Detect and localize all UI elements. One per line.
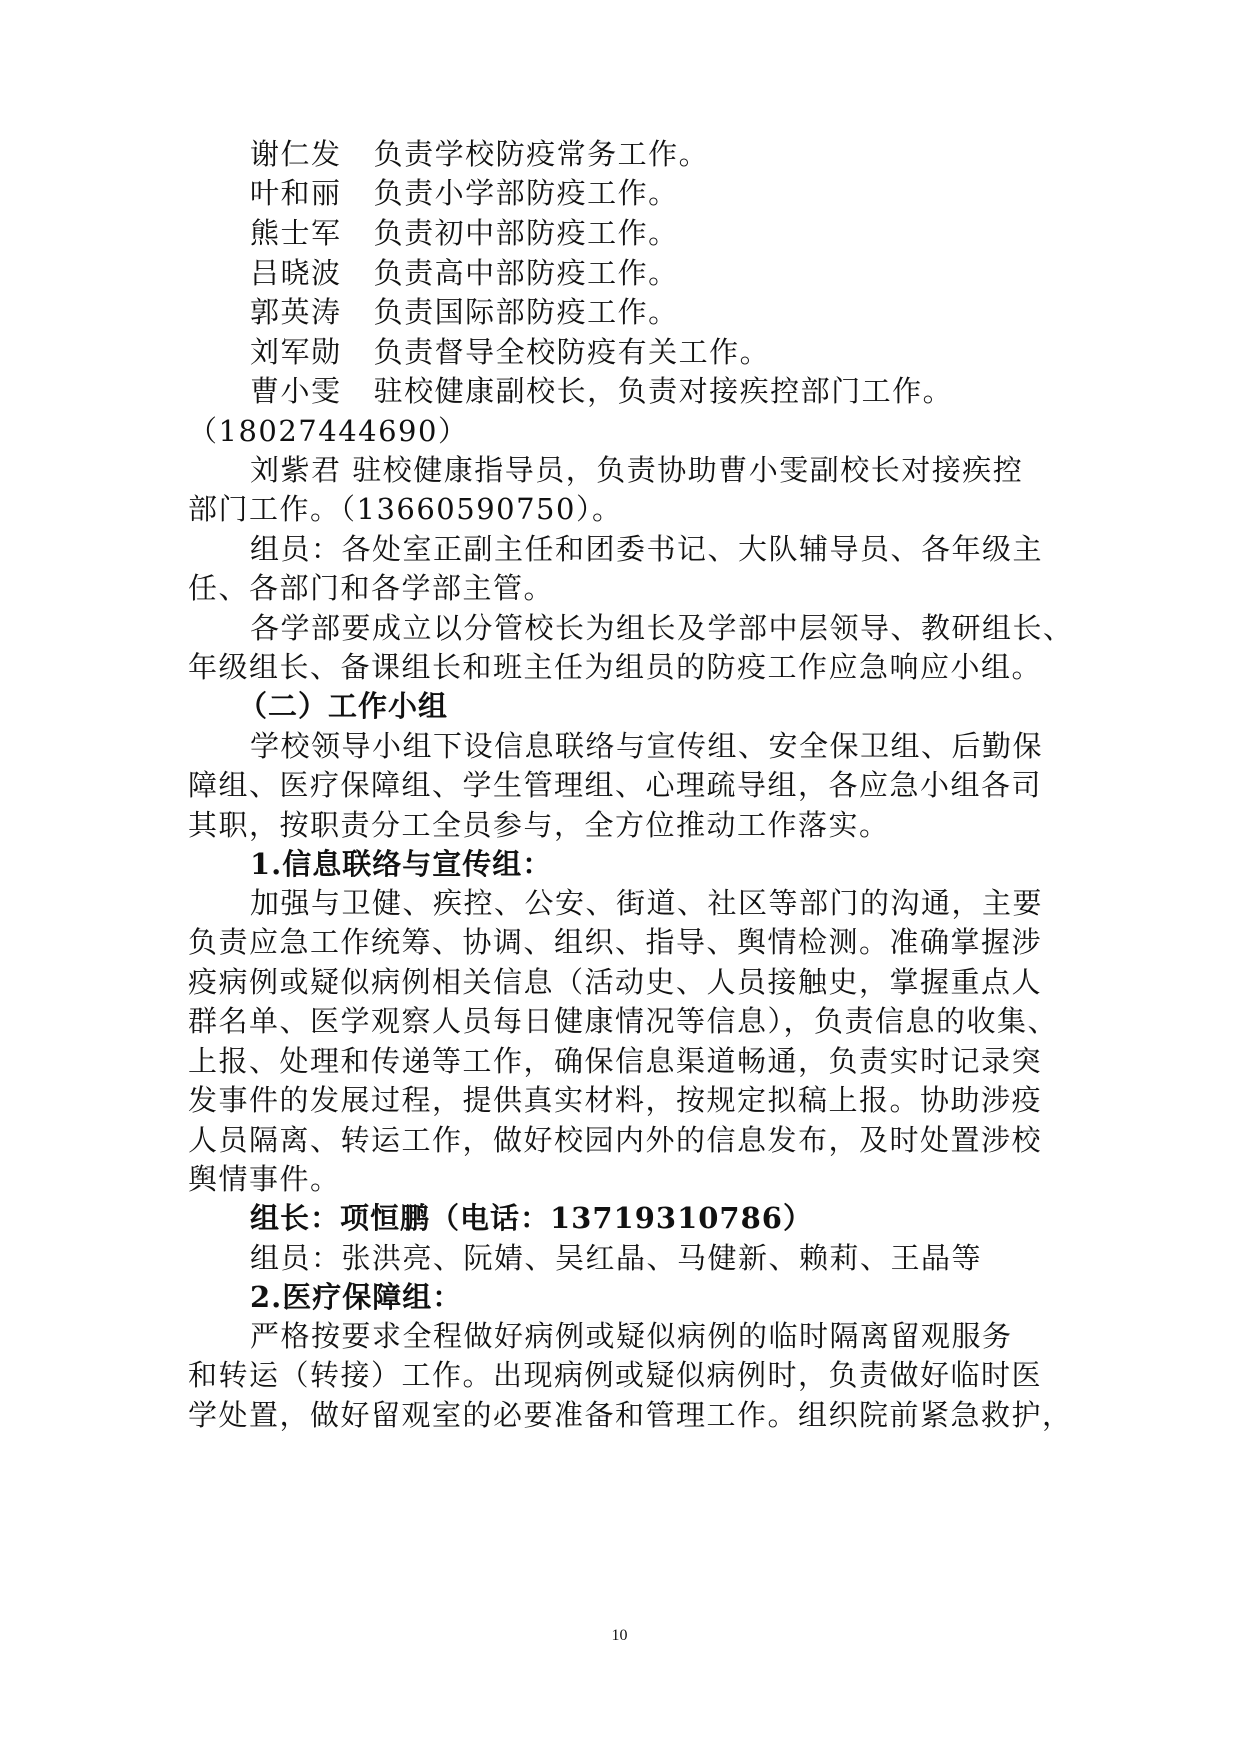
section-heading: （二）工作小组 xyxy=(238,689,449,723)
page-number: 10 xyxy=(611,1627,628,1644)
text-line: 熊士军 负责初中部防疫工作。 xyxy=(250,216,679,250)
text-line: 各学部要成立以分管校长为组长及学部中层领导、教研组长、 xyxy=(250,611,1074,645)
text-line: 吕晓波 负责高中部防疫工作。 xyxy=(250,256,679,290)
text-line: 群名单、医学观察人员每日健康情况等信息），负责信息的收集、 xyxy=(188,1004,1059,1038)
text-line: 障组、医疗保障组、学生管理组、心理疏导组，各应急小组各司 xyxy=(188,768,1043,802)
text-line: 部门工作。（13660590750）。 xyxy=(188,492,623,526)
text-line: 发事件的发展过程，提供真实材料，按规定拟稿上报。协助涉疫 xyxy=(188,1083,1043,1117)
text-line: 组员：各处室正副主任和团委书记、大队辅导员、各年级主 xyxy=(250,532,1044,566)
text-line: 其职，按职责分工全员参与，全方位推动工作落实。 xyxy=(188,808,890,842)
group-members-line: 组员：张洪亮、阮婧、吴红晶、马健新、赖莉、王晶等 xyxy=(250,1241,983,1275)
text-line: 刘紫君 驻校健康指导员，负责协助曹小雯副校长对接疾控 xyxy=(250,453,1024,487)
text-line: 人员隔离、转运工作，做好校园内外的信息发布，及时处置涉校 xyxy=(188,1123,1043,1157)
text-line: 学处置，做好留观室的必要准备和管理工作。组织院前紧急救护， xyxy=(188,1398,1073,1432)
text-line: 舆情事件。 xyxy=(188,1162,341,1196)
text-line: 任、各部门和各学部主管。 xyxy=(188,571,555,605)
subsection-heading: 2.医疗保障组： xyxy=(250,1280,463,1314)
text-line: 加强与卫健、疾控、公安、街道、社区等部门的沟通，主要 xyxy=(250,886,1044,920)
text-line: 上报、处理和传递等工作，确保信息渠道畅通，负责实时记录突 xyxy=(188,1044,1043,1078)
text-line: 刘军勋 负责督导全校防疫有关工作。 xyxy=(250,335,771,369)
text-line: 叶和丽 负责小学部防疫工作。 xyxy=(250,176,679,210)
subsection-heading: 1.信息联络与宣传组： xyxy=(250,847,553,881)
text-line: 谢仁发 负责学校防疫常务工作。 xyxy=(250,137,710,171)
text-line: （18027444690） xyxy=(188,414,469,448)
group-leader-line: 组长：项恒鹏（电话：13719310786） xyxy=(250,1201,813,1235)
text-line: 郭英涛 负责国际部防疫工作。 xyxy=(250,295,679,329)
text-line: 学校领导小组下设信息联络与宣传组、安全保卫组、后勤保 xyxy=(250,729,1044,763)
text-line: 曹小雯 驻校健康副校长，负责对接疾控部门工作。 xyxy=(250,374,954,408)
text-line: 和转运（转接）工作。出现病例或疑似病例时，负责做好临时医 xyxy=(188,1358,1043,1392)
text-line: 年级组长、备课组长和班主任为组员的防疫工作应急响应小组。 xyxy=(188,650,1043,684)
text-line: 负责应急工作统筹、协调、组织、指导、舆情检测。准确掌握涉 xyxy=(188,925,1043,959)
text-line: 严格按要求全程做好病例或疑似病例的临时隔离留观服务 xyxy=(250,1319,1013,1353)
text-line: 疫病例或疑似病例相关信息（活动史、人员接触史，掌握重点人 xyxy=(188,965,1043,999)
